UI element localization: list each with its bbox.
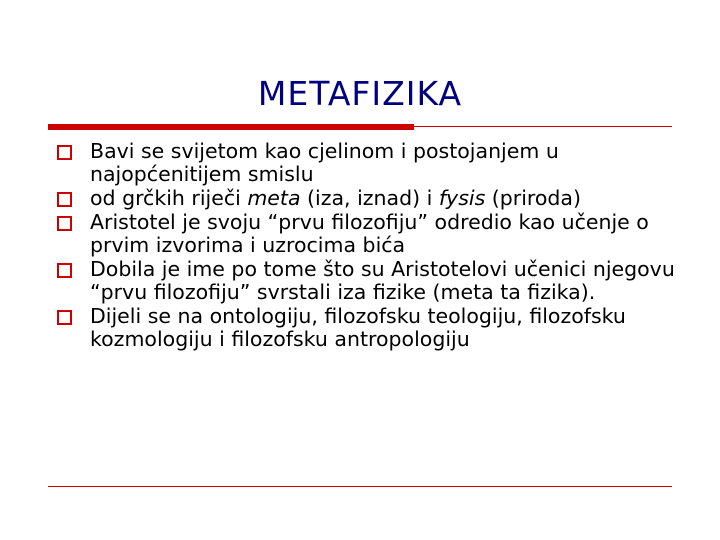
bullet-item-5 bbox=[56, 305, 676, 352]
bullet-text-4: Dobila je ime po tome što su Aristotelovi učenici njegovu “prvu filozofiju” svrstali iza fizike (meta ta fizika). bbox=[90, 256, 675, 305]
bullet-item-3 bbox=[56, 211, 676, 258]
bullet-text-1: Bavi se svijetom kao cjelinom i postojanjem u najopćenitijem smislu bbox=[90, 139, 559, 187]
bullet-item-2 bbox=[56, 187, 676, 210]
term-meta: meta bbox=[247, 186, 301, 211]
bullet-text-5: Dijeli se na ontologiju, filozofsku teologiju, filozofsku kozmologiju i filozofsku antropologiju bbox=[90, 304, 626, 352]
title-underline-thick bbox=[48, 124, 414, 130]
hollow-square-bullet-icon bbox=[57, 263, 72, 278]
slide-title: METAFIZIKA bbox=[257, 74, 463, 113]
bottom-divider bbox=[48, 486, 672, 487]
bullet-item-1 bbox=[56, 140, 676, 187]
bullet-text-2-part: (iza, iznad) i bbox=[300, 186, 439, 211]
hollow-square-bullet-icon bbox=[57, 145, 72, 160]
title-underline-thin bbox=[414, 126, 672, 127]
bullet-text-2-part: od grčkih riječi bbox=[90, 186, 248, 211]
hollow-square-bullet-icon bbox=[57, 216, 72, 231]
hollow-square-bullet-icon bbox=[57, 192, 72, 207]
bullet-text-2-part: (priroda) bbox=[485, 186, 581, 211]
term-fysis: fysis bbox=[438, 186, 486, 211]
hollow-square-bullet-icon bbox=[57, 310, 72, 325]
bullet-text-3: Aristotel je svoju “prvu filozofiju” odredio kao učenje o prvim izvorima i uzrocima bića bbox=[90, 209, 649, 258]
bullet-list bbox=[56, 140, 676, 352]
bullet-item-4 bbox=[56, 258, 676, 305]
bullet-text-2 bbox=[90, 186, 581, 210]
